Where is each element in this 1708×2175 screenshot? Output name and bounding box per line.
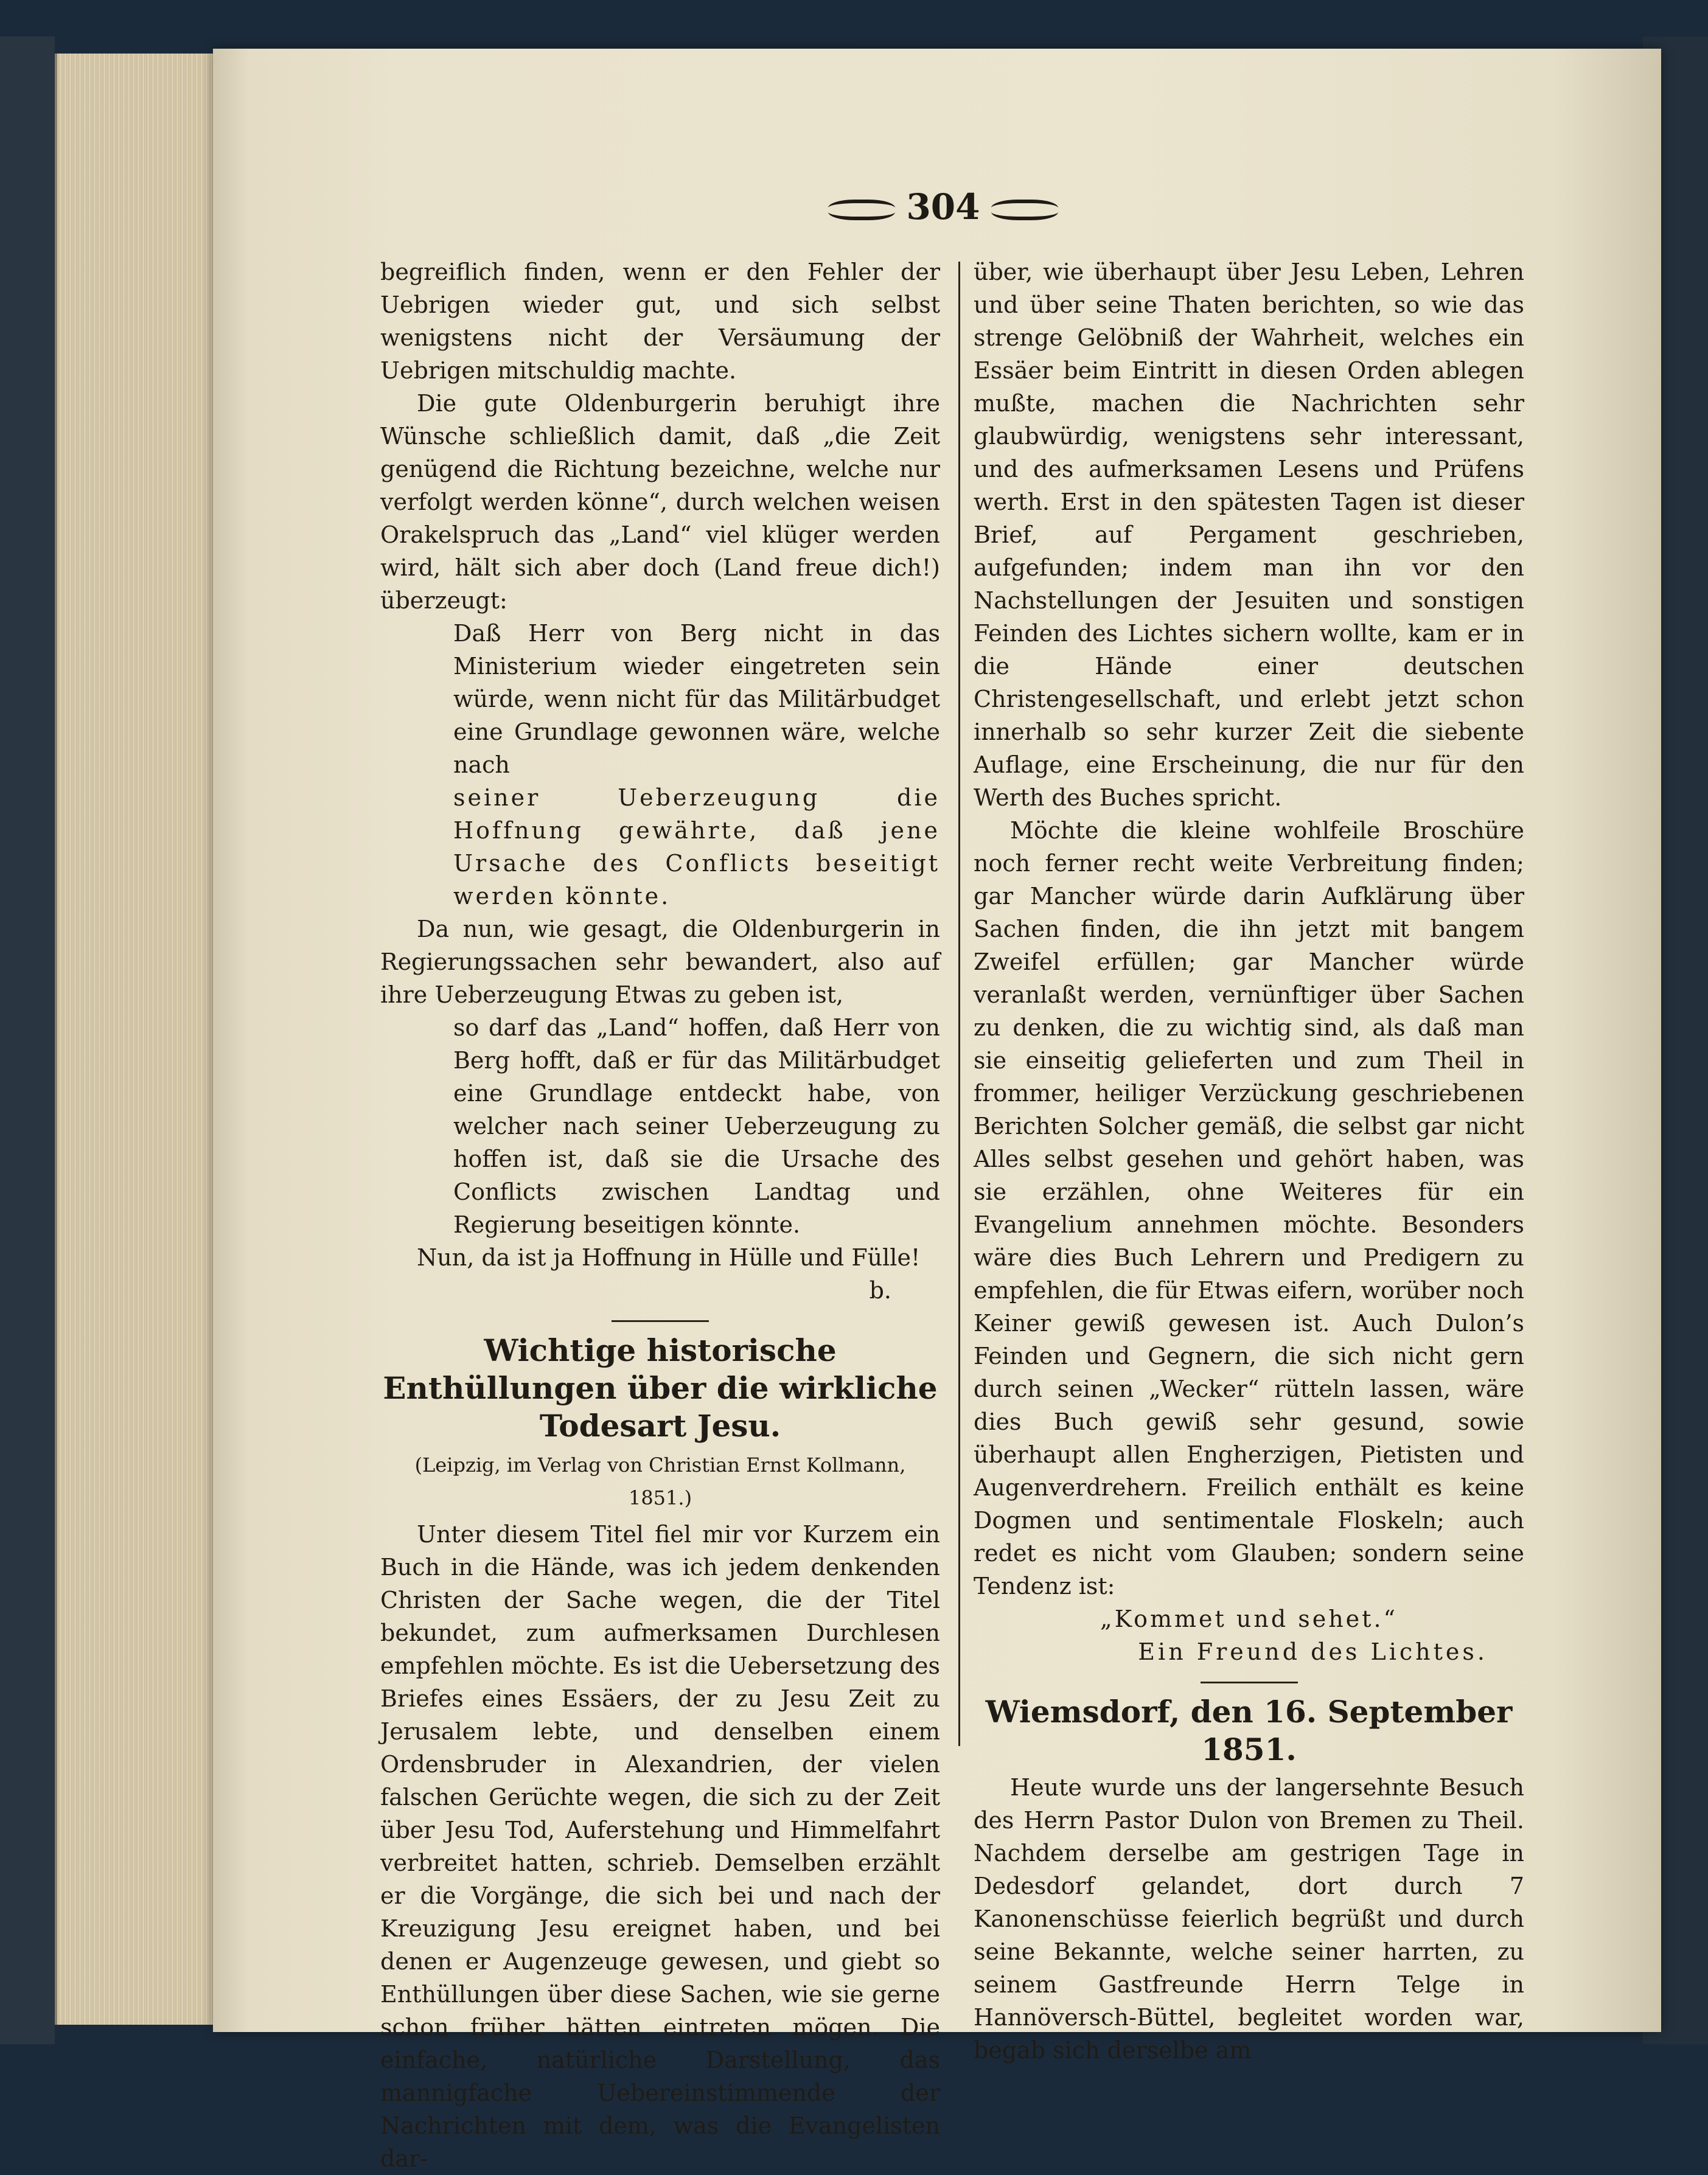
paragraph: begreiflich finden, wenn er den Fehler der Uebrigen wieder gut, und sich selbst wenigstens nicht der Versäumung der Uebrigen mitschuldig machte. (380, 259, 940, 384)
paragraph: Unter diesem Titel fiel mir vor Kurzem ein Buch in die Hände, was ich jedem denkenden Christen der Sache wegen, die der Titel bekundet, zum aufmerksamen Durchlesen empfehlen möchte. Es ist die Uebersetzung des Briefes eines Essäers, der zu Jesu Zeit zu Jerusalem lebte, und denselben einem Ordensbruder in Alexandrien, der vielen falschen Gerüchte wegen, die sich zu der Zeit über Jesu Tod, Auferstehung und Himmelfahrt verbreitet hatten, schrieb. Demselben erzählt er die Vorgänge, die sich bei und nach der Kreuzigung Jesu ereignet haben, und bei denen er Augenzeuge gewesen, und giebt so Enthüllungen über diese Sachen, wie sie gerne schon früher hätten eintreten mögen. Die einfache, natürliche Darstellung, das mannigfache Uebereinstimmende der Nachrichten mit dem, was die Evangelisten dar- (380, 1521, 940, 2172)
ornament-left-icon (828, 200, 895, 220)
article-heading: Wiemsdorf, den 16. September 1851. (985, 1694, 1513, 1767)
signature: b. (869, 1277, 891, 1304)
article-heading: Wichtige historische Enthüllungen über die wirkliche Todesart Jesu. (383, 1332, 938, 1444)
bibliographic-note: (Leipzig, im Verlag von Christian Ernst Kollmann, 1851.) (414, 1453, 906, 1509)
paragraph: Die gute Oldenburgerin beruhigt ihre Wünsche schließlich damit, daß „die Zeit genügend die Richtung bezeichne, welche nur verfolgt werden könne“, durch welchen weisen Orakelspruch das „Land“ viel klüger werden wird, hält sich aber doch (Land freue dich!) überzeugt: (380, 390, 940, 614)
section-rule (612, 1320, 709, 1322)
ornament-right-icon (991, 200, 1058, 220)
right-column (974, 256, 1524, 2067)
paragraph: Möchte die kleine wohlfeile Broschüre noch ferner recht weite Verbreitung finden; gar Mancher würde darin Aufklärung über Sachen finden, die ihn jetzt mit bangem Zweifel erfüllen; gar Mancher würde veranlaßt werden, vernünftiger über Sachen zu denken, die zu wichtig sind, als daß man sie einseitig gelieferten und zum Theil in frommer, heiliger Verzückung geschriebenen Berichten Solcher gemäß, die selbst gar nicht Alles selbst gesehen und gehört haben, was sie erzählen, ohne Weiteres für ein Evangelium annehmen möchte. Besonders wäre dies Buch Lehrern und Predigern zu empfehlen, die für Etwas eifern, worüber noch Keiner gewiß gewesen ist. Auch Dulon’s Feinden und Gegnern, die sich nicht gern durch seinen „Wecker“ rütteln lassen, wäre dies Buch gewiß sehr gesund, sowie überhaupt allen Engherzigen, Pietisten und Augenverdrehern. Freilich enthält es keine Dogmen und sentimentale Floskeln; auch redet es nicht vom Glauben; sondern seine Tendenz ist: (974, 817, 1524, 1599)
cover-board-left (0, 37, 55, 2044)
section-rule (1201, 1682, 1298, 1683)
column-divider (958, 262, 960, 1746)
paragraph: über, wie überhaupt über Jesu Leben, Lehren und über seine Thaten berichten, so wie das strenge Gelöbniß der Wahrheit, welches ein Essäer beim Eintritt in diesen Orden ablegen mußte, machen die Nachrichten sehr glaubwürdig, wenigstens sehr interessant, und des aufmerksamen Lesens und Prüfens werth. Erst in den spätesten Tagen ist dieser Brief, auf Pergament geschrieben, aufgefunden; indem man ihn vor den Nachstellungen der Jesuiten und sonstigen Feinden des Lichtes sichern wollte, kam er in die Hände einer deutschen Christengesellschaft, und erlebt jetzt schon innerhalb so sehr kurzer Zeit die siebente Auflage, eine Erscheinung, die nur für den Werth des Buches spricht. (974, 259, 1524, 811)
motto: „Kommet und sehet.“ (1100, 1606, 1398, 1632)
left-column (380, 256, 940, 2175)
paragraph: Nun, da ist ja Hoffnung in Hülle und Fülle! (417, 1244, 921, 1271)
quotation: Daß Herr von Berg nicht in das Ministerium wieder eingetreten sein würde, wenn nicht für das Militärbudget eine Grundlage gewonnen wäre, welche nach (453, 620, 940, 778)
paragraph: Heute wurde uns der langersehnte Besuch des Herrn Pastor Dulon von Bremen zu Theil. Nachdem derselbe am gestrigen Tage in Dedesdorf gelandet, dort durch 7 Kanonenschüsse feierlich begrüßt und durch seine Bekannte, welche seiner harrten, zu seinem Gastfreunde Herrn Telge in Hannöversch-Büttel, begleitet worden war, begab sich derselbe am (974, 1774, 1524, 2064)
motto-signature: Ein Freund des Lichtes. (1138, 1638, 1488, 1665)
quotation: so darf das „Land“ hoffen, daß Herr von Berg hofft, daß er für das Militärbudget eine Grundlage entdeckt habe, von welcher nach seiner Ueberzeugung zu hoffen ist, daß sie die Ursache des Conflicts zwischen Landtag und Regierung beseitigen könnte. (453, 1014, 940, 1238)
paragraph: Da nun, wie gesagt, die Oldenburgerin in Regierungssachen sehr bewandert, also auf ihre Ueberzeugung Etwas zu geben ist, (380, 916, 940, 1008)
quotation-spaced: seiner Ueberzeugung die Hoffnung gewährte, daß jene Ursache des Conflicts beseitigt werden könnte. (453, 784, 940, 910)
page-edges (55, 54, 228, 2025)
page-number-text: 304 (906, 186, 980, 228)
page-number (815, 186, 1071, 228)
